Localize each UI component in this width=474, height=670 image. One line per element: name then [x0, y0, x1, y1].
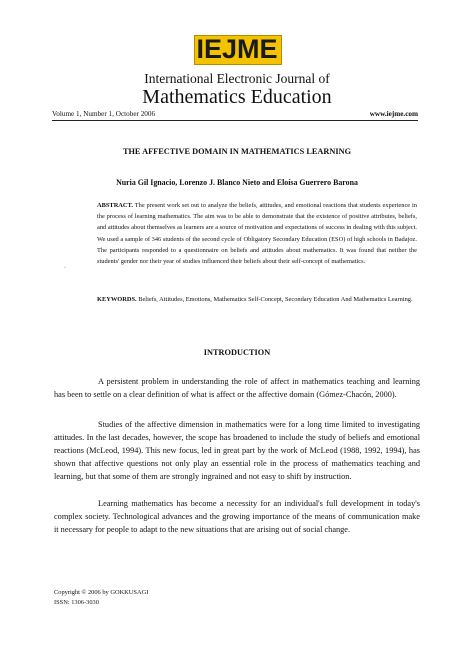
article-authors: Nuria Gil Ignacio, Lorenzo J. Blanco Nieto and Eloísa Guerrero Barona: [116, 178, 358, 187]
journal-name-line2: Mathematics Education: [142, 86, 332, 108]
copyright-notice: Copyright © 2006 by GOKKUSAGI: [54, 589, 149, 596]
abstract-text: The present work set out to analyze the beliefs, attitudes, and emotional reactions that students experience in the process of learning mathematics. The aim was to be able to demonstrate that the existence of positive attributes, beliefs, and attitudes about themselves as learners are a source of motivation and expectations of success in dealing with this subject. We used a sample of 346 students of the second cycle of Obligatory Secondary Education (ESO) of high schools in Badajoz. The participants responded to a questionnaire on beliefs and attitudes about mathematics. It was found that neither the students' gender nor their year of studies influenced their beliefs about their self-concept of mathematics.: [97, 202, 418, 266]
section-heading-introduction: INTRODUCTION: [203, 348, 271, 357]
paragraph: Learning mathematics has become a necessity for an individual's full development in today's complex society. Technological advances and the growing importance of the means of communication make it necessary for people to adapt to the new situations that are arising out of social change.: [54, 499, 420, 534]
article-title: THE AFFECTIVE DOMAIN IN MATHEMATICS LEARNING: [122, 147, 352, 156]
keywords-label: KEYWORDS.: [97, 296, 137, 303]
journal-logo: [194, 33, 280, 67]
page-footer: [54, 588, 354, 608]
keywords-text: Beliefs, Attitudes, Emotions, Mathematics Self-Concept, Secondary Education And Mathematics Learning.: [138, 296, 413, 303]
journal-website-link[interactable]: www.iejme.com: [369, 110, 418, 118]
paragraph: A persistent problem in understanding the role of affect in mathematics teaching and learning has been to settle on a clear definition of what is affect or the affective domain (Gómez-Chacón, 2000).: [54, 377, 420, 399]
issn-number: ISSN: 1306-3030: [54, 599, 99, 606]
margin-mark: ·: [64, 265, 66, 271]
paragraph: Studies of the affective dimension in mathematics were for a long time limited to investigating attitudes. In the last decades, however, the scope has broadened to include the study of beliefs and emotional reactions (McLeod, 1994). This new focus, led in great part by the work of McLeod (1988, 1992, 1994), has shown that affective questions not only play an essential role in the process of mathematics teaching and learning, but that some of them are strongly ingrained and not easy to shift by instruction.: [54, 420, 420, 481]
abstract: [97, 200, 417, 267]
abstract-label: ABSTRACT.: [97, 202, 133, 209]
logo-text: IEJME: [196, 34, 278, 64]
volume-info: Volume 1, Number 1, October 2006: [52, 110, 156, 118]
journal-name-line1: International Electronic Journal of: [144, 71, 330, 86]
header-divider: [52, 120, 418, 121]
keywords: [97, 294, 417, 305]
